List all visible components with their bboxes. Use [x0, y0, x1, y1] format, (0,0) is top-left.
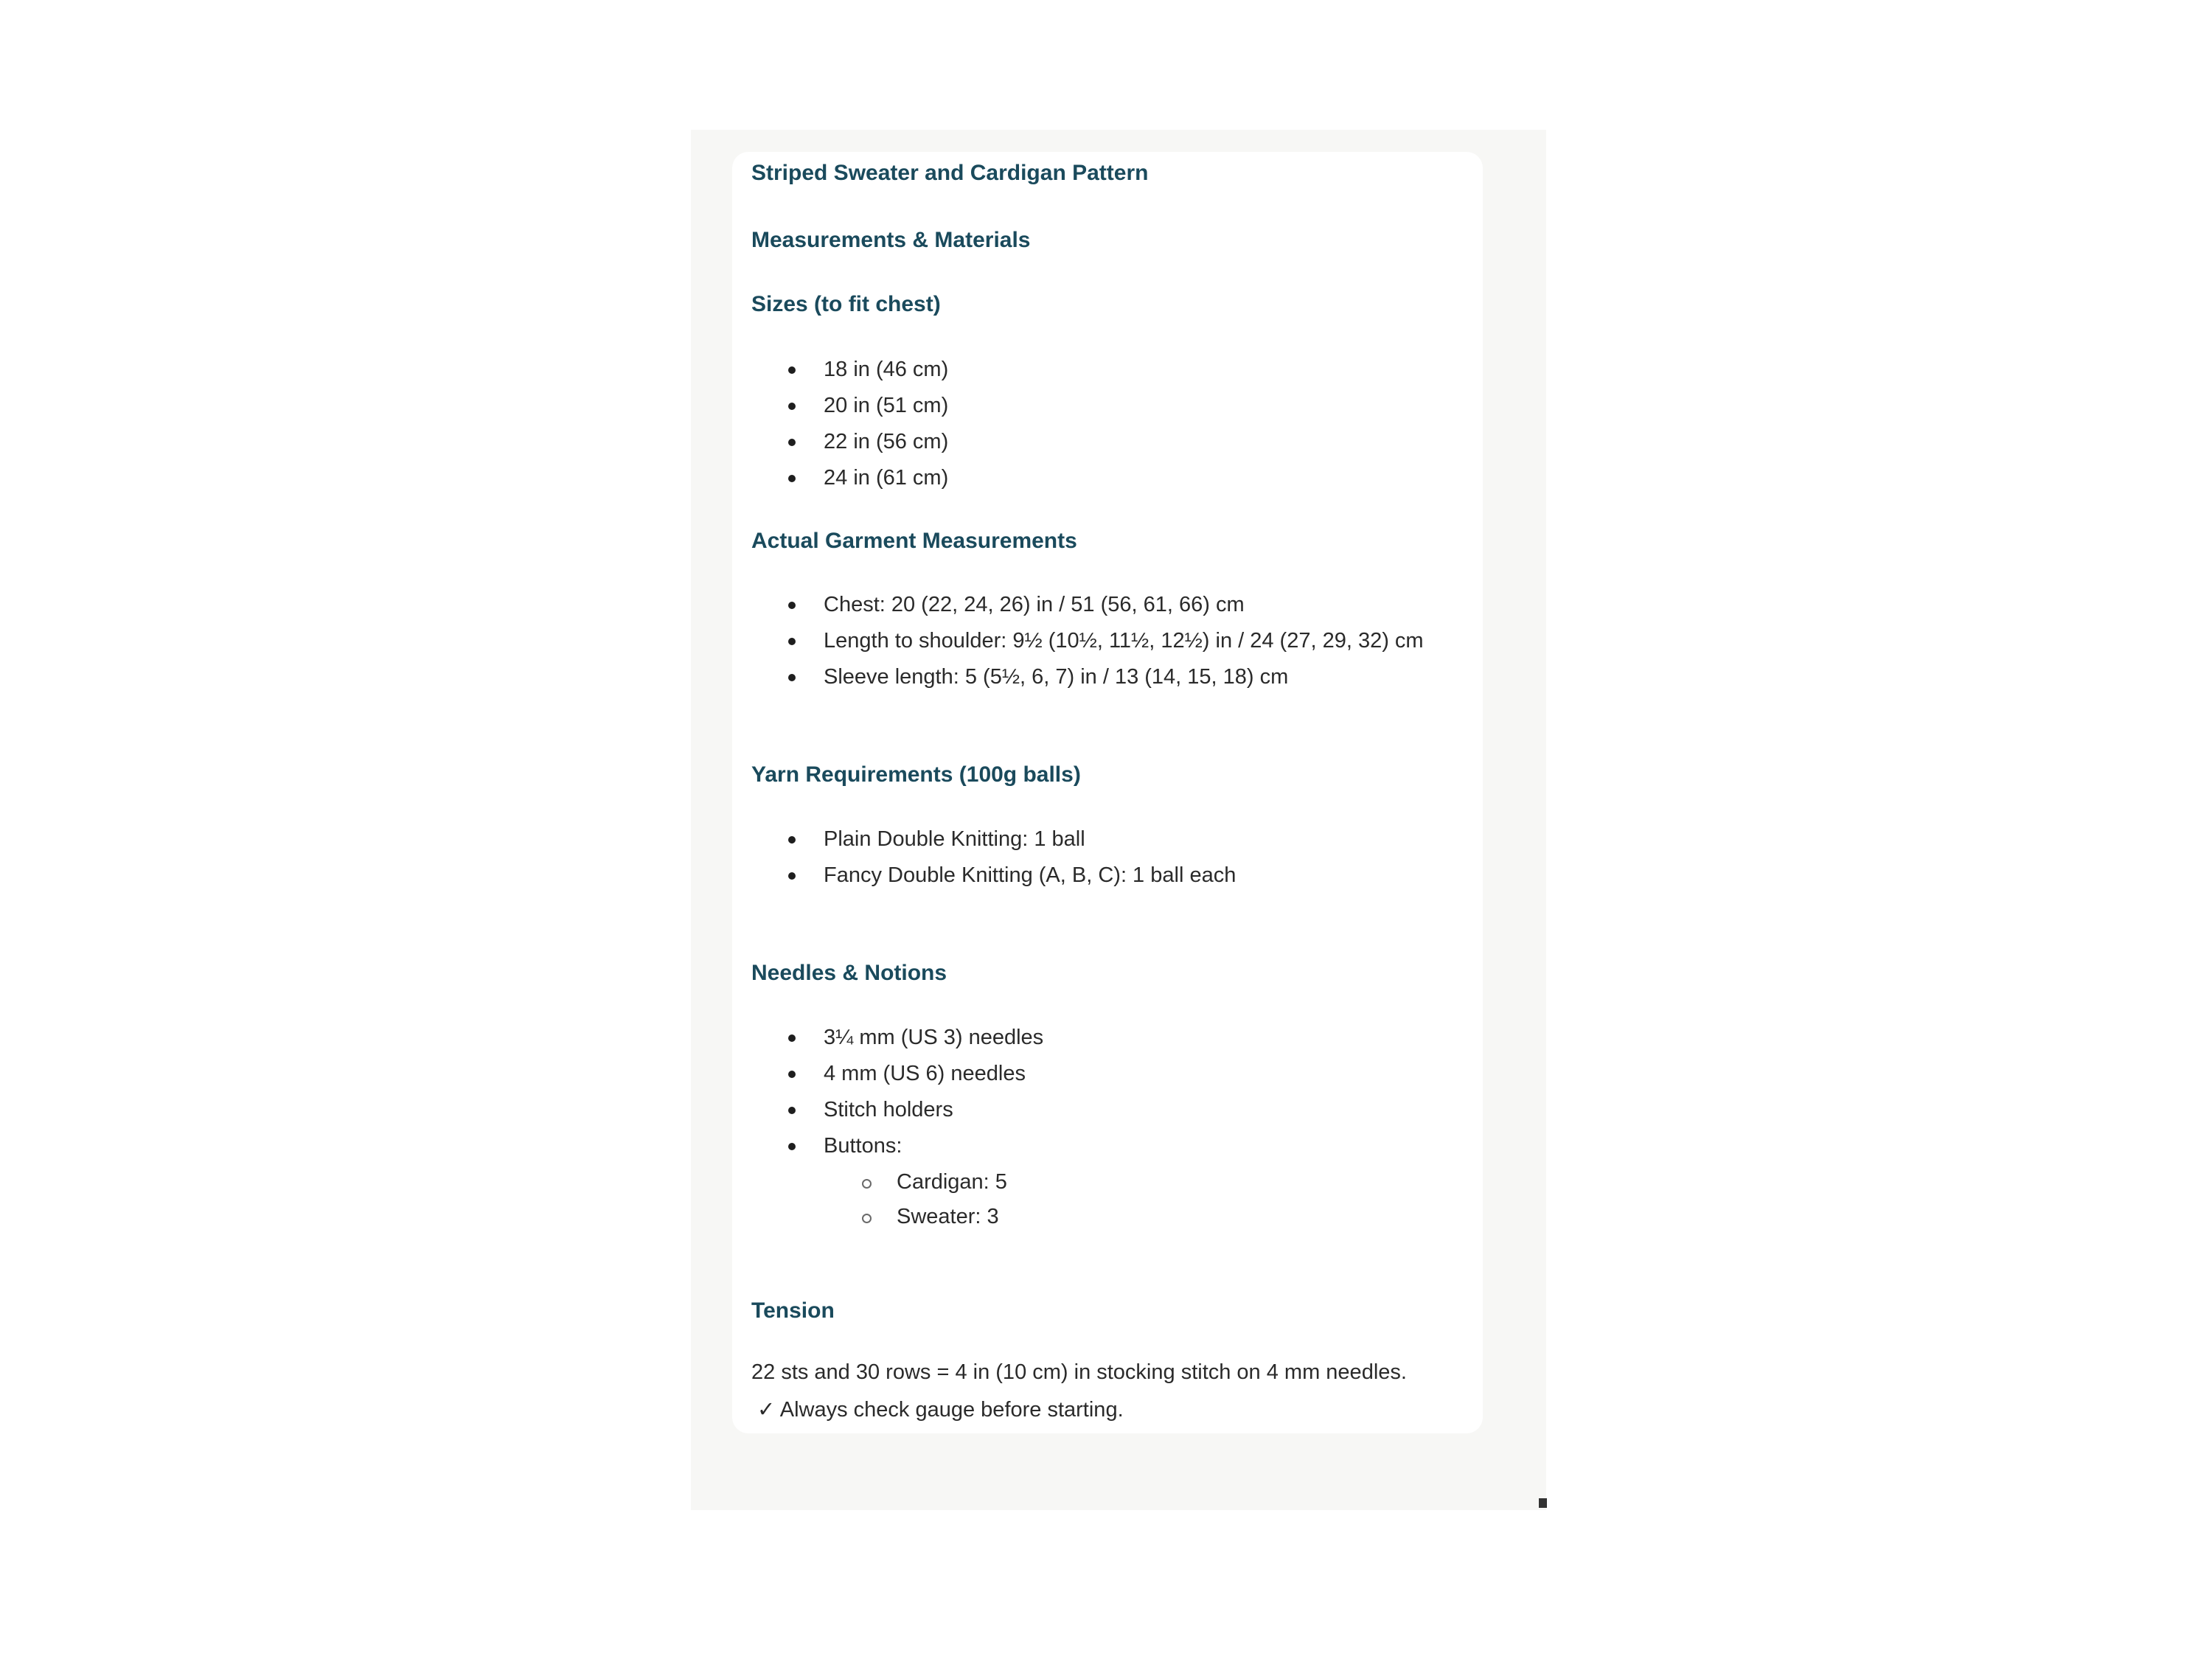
circle-bullet-icon — [862, 1179, 872, 1189]
corner-mark — [1539, 1498, 1547, 1508]
list-item: Stitch holders — [751, 1096, 1043, 1133]
bullet-icon — [788, 872, 796, 880]
bullet-icon — [788, 475, 796, 482]
circle-bullet-icon — [862, 1214, 872, 1223]
sizes-heading: Sizes (to fit chest) — [751, 292, 941, 316]
bullet-icon — [788, 1107, 796, 1114]
tension-text: 22 sts and 30 rows = 4 in (10 cm) in stocking stitch on 4 mm needles. — [751, 1360, 1407, 1384]
tension-heading: Tension — [751, 1298, 835, 1323]
list-item: 24 in (61 cm) — [751, 465, 948, 501]
list-item: 20 in (51 cm) — [751, 392, 948, 428]
needles-notions-heading: Needles & Notions — [751, 961, 947, 985]
bullet-icon — [788, 1034, 796, 1042]
buttons-sublist — [824, 1169, 1043, 1238]
bullet-icon — [788, 602, 796, 609]
list-item: Length to shoulder: 9½ (10½, 11½, 12½) in / 24 (27, 29, 32) cm — [751, 627, 1424, 664]
list-item: Fancy Double Knitting (A, B, C): 1 ball each — [751, 862, 1236, 898]
bullet-icon — [788, 836, 796, 844]
bullet-icon — [788, 638, 796, 645]
bullet-icon — [788, 674, 796, 681]
needles-notions-list — [751, 1024, 1043, 1238]
yarn-requirements-heading: Yarn Requirements (100g balls) — [751, 762, 1081, 787]
list-item: 4 mm (US 6) needles — [751, 1060, 1043, 1096]
list-item: 22 in (56 cm) — [751, 428, 948, 465]
garment-measurements-heading: Actual Garment Measurements — [751, 529, 1077, 553]
sizes-list — [751, 356, 948, 501]
list-item: Plain Double Knitting: 1 ball — [751, 826, 1236, 862]
tension-note: ✓ Always check gauge before starting. — [757, 1398, 1124, 1422]
pattern-card — [732, 152, 1483, 1433]
bullet-icon — [788, 439, 796, 446]
garment-measurements-list — [751, 591, 1424, 700]
bullet-icon — [788, 366, 796, 374]
yarn-requirements-list — [751, 826, 1236, 898]
bullet-icon — [788, 1143, 796, 1150]
list-item: Buttons: Cardigan: 5 Sweater: 3 — [751, 1133, 1043, 1238]
list-item: 3¼ mm (US 3) needles — [751, 1024, 1043, 1060]
section-heading-measurements: Measurements & Materials — [751, 228, 1031, 252]
list-item: Sleeve length: 5 (5½, 6, 7) in / 13 (14, 15, 18) cm — [751, 664, 1424, 700]
list-item: Chest: 20 (22, 24, 26) in / 51 (56, 61, 66) cm — [751, 591, 1424, 627]
list-item: 18 in (46 cm) — [751, 356, 948, 392]
bullet-icon — [788, 403, 796, 410]
sublist-item: Sweater: 3 — [824, 1203, 1043, 1238]
sublist-item: Cardigan: 5 — [824, 1169, 1043, 1203]
bullet-icon — [788, 1071, 796, 1078]
pattern-title: Striped Sweater and Cardigan Pattern — [751, 161, 1149, 185]
